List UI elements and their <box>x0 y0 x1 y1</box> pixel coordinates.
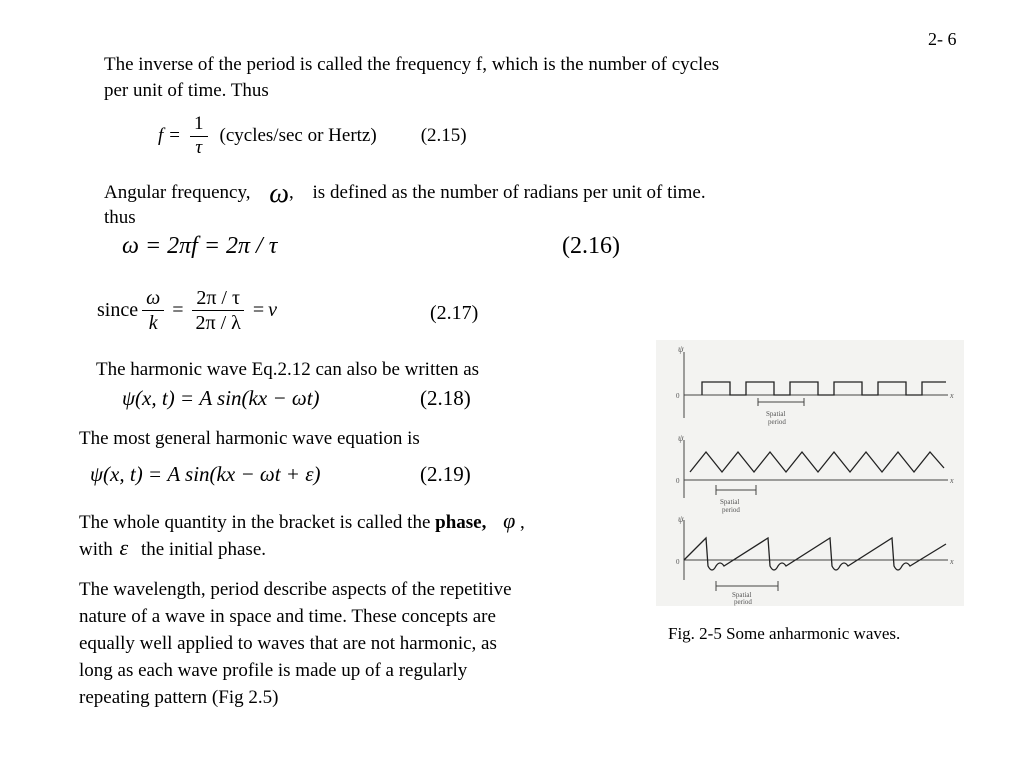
eq217-fraction-1 <box>142 287 164 334</box>
phase-text-part1: The whole quantity in the bracket is called the <box>79 512 436 533</box>
spatial-label-3: Spatial <box>732 591 752 599</box>
harmonic-text: The harmonic wave Eq.2.12 can also be written as <box>96 359 480 380</box>
anharmonic-waves-illustration <box>656 340 964 606</box>
eq215-denominator: τ <box>195 136 203 158</box>
eq217-den1: k <box>148 312 158 334</box>
origin-label-1: 0 <box>676 392 680 400</box>
psi-label-2: ψ <box>678 433 684 443</box>
intro-line-2: per unit of time. Thus <box>104 80 269 101</box>
phase-bold: phase, <box>435 512 487 533</box>
angular-line-2: thus <box>104 207 136 228</box>
wavelength-line-3: equally well applied to waves that are not harmonic, as <box>79 633 497 654</box>
triangle-wave <box>690 452 944 472</box>
period-label-2: period <box>722 506 740 514</box>
eq217-num2: 2π / τ <box>192 287 244 311</box>
wavelength-line-1: The wavelength, period describe aspects of the repetitive <box>79 579 512 600</box>
eq215-units: (cycles/sec or Hertz) <box>219 125 377 147</box>
eq218-number: (2.18) <box>420 386 471 410</box>
angular-line-1 <box>104 180 706 207</box>
intro-line-1: The inverse of the period is called the frequency f, which is the number of cycles <box>104 54 720 75</box>
psi-label-3: ψ <box>678 514 684 524</box>
equation-2-17 <box>97 287 277 334</box>
angular-text-part1: Angular frequency, <box>104 182 251 203</box>
eq216-number: (2.16) <box>562 233 620 259</box>
phase-text-part2: the initial phase. <box>140 539 267 560</box>
psi-label-1: ψ <box>678 344 684 354</box>
eq217-since: since <box>97 299 139 321</box>
phase-line-2 <box>79 535 266 563</box>
anharmonic-waves-figure <box>656 340 964 606</box>
spatial-label-1: Spatial <box>766 410 786 418</box>
sawtooth-wave <box>684 538 946 570</box>
phase-line-1 <box>79 508 525 536</box>
eq217-equals-2: = <box>252 299 265 321</box>
eq215-numerator: 1 <box>190 114 208 137</box>
angular-comma: , <box>289 182 294 203</box>
eq217-fraction-2 <box>192 287 245 334</box>
x-label-1: x <box>950 391 954 400</box>
wavelength-line-5: repeating pattern (Fig 2.5) <box>79 687 279 708</box>
origin-label-2: 0 <box>676 477 680 485</box>
equation-2-15 <box>158 114 467 159</box>
eq217-den2: 2π / λ <box>195 312 241 334</box>
x-label-3: x <box>950 557 954 566</box>
spatial-label-2: Spatial <box>720 498 740 506</box>
origin-label-3: 0 <box>676 558 680 566</box>
x-label-2: x <box>950 476 954 485</box>
wavelength-paragraph <box>79 576 512 711</box>
eq217-rhs: v <box>268 299 278 321</box>
eq215-lhs: f <box>158 125 164 147</box>
eq217-num1: ω <box>142 287 164 311</box>
period-label-3: period <box>734 598 752 606</box>
eq217-number: (2.17) <box>430 302 479 324</box>
figure-caption: Fig. 2-5 Some anharmonic waves. <box>668 624 901 643</box>
angular-text-part2: is defined as the number of radians per unit of time. <box>312 182 706 203</box>
page-number: 2- 6 <box>928 29 957 49</box>
phase-with: with <box>79 539 113 560</box>
phase-comma: , <box>520 512 525 533</box>
equation-2-18: ψ(x, t) = A sin(kx − ωt) <box>122 386 320 410</box>
equation-2-19: ψ(x, t) = A sin(kx − ωt + ε) <box>90 462 321 486</box>
eq215-number: (2.15) <box>420 125 467 147</box>
epsilon-symbol: ε <box>119 535 129 560</box>
wavelength-line-2: nature of a wave in space and time. These concepts are <box>79 606 496 627</box>
wavelength-line-4: long as each wave profile is made up of a regularly <box>79 660 468 681</box>
eq217-equals-1: = <box>172 299 184 321</box>
period-label-1: period <box>768 418 786 426</box>
equation-2-16: ω = 2πf = 2π / τ <box>122 233 278 259</box>
omega-symbol: ω <box>269 178 290 209</box>
general-text: The most general harmonic wave equation is <box>79 428 420 449</box>
eq215-fraction <box>190 114 208 159</box>
square-wave <box>702 382 946 395</box>
eq219-number: (2.19) <box>420 462 471 486</box>
eq215-equals: = <box>169 125 180 147</box>
phi-symbol: φ <box>503 508 516 533</box>
